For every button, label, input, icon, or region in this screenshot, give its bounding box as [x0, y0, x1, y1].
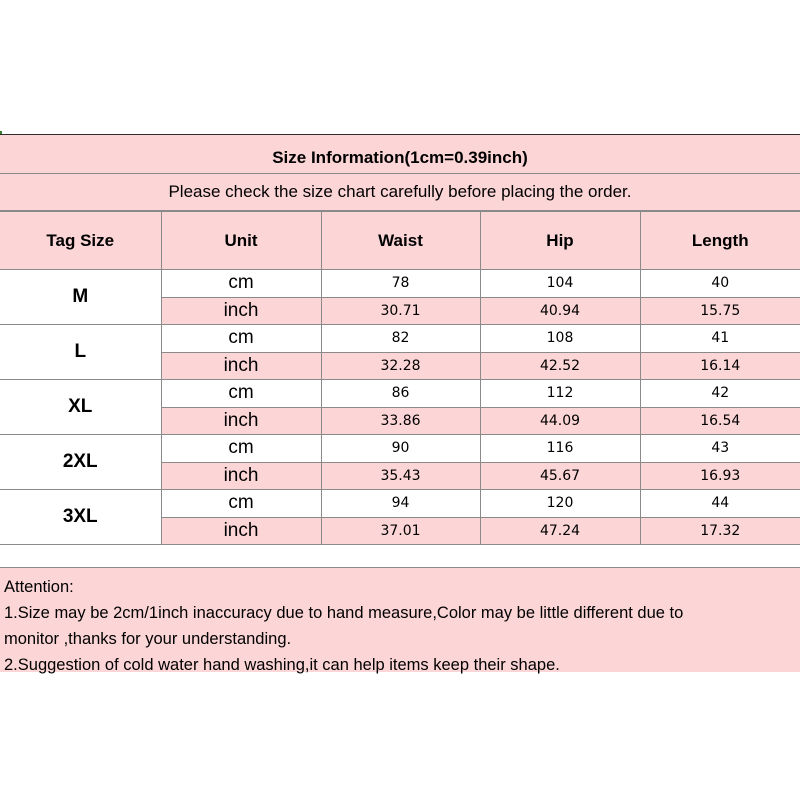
- waist-cell: 90: [321, 435, 480, 463]
- hip-cell: 104: [480, 270, 640, 298]
- table-row: [0, 325, 800, 353]
- unit-cell: cm: [161, 380, 321, 408]
- attention-notes: [0, 567, 800, 672]
- unit-cell: cm: [161, 325, 321, 353]
- unit-cell: inch: [161, 352, 321, 380]
- size-chart: [0, 134, 800, 672]
- waist-cell: 86: [321, 380, 480, 408]
- hip-cell: 116: [480, 435, 640, 463]
- hip-cell: 44.09: [480, 407, 640, 435]
- table-row: [0, 435, 800, 463]
- waist-cell: 33.86: [321, 407, 480, 435]
- length-cell: 40: [640, 270, 800, 298]
- tag-size-cell: XL: [0, 380, 161, 435]
- length-cell: 41: [640, 325, 800, 353]
- tag-size-cell: L: [0, 325, 161, 380]
- notes-heading: Attention:: [4, 578, 74, 596]
- length-cell: 42: [640, 380, 800, 408]
- hip-cell: 45.67: [480, 462, 640, 490]
- note-1-line-1: 1.Size may be 2cm/1inch inaccuracy due to hand measure,Color may be little different due to: [4, 604, 684, 622]
- length-cell: 17.32: [640, 517, 800, 545]
- tag-size-cell: 3XL: [0, 490, 161, 545]
- hip-cell: 47.24: [480, 517, 640, 545]
- header-waist: Waist: [321, 212, 480, 270]
- hip-cell: 120: [480, 490, 640, 518]
- unit-cell: inch: [161, 407, 321, 435]
- length-cell: 43: [640, 435, 800, 463]
- length-cell: 44: [640, 490, 800, 518]
- waist-cell: 35.43: [321, 462, 480, 490]
- hip-cell: 108: [480, 325, 640, 353]
- unit-cell: inch: [161, 517, 321, 545]
- table-row: [0, 270, 800, 298]
- header-row: [0, 212, 800, 270]
- unit-cell: inch: [161, 462, 321, 490]
- hip-cell: 112: [480, 380, 640, 408]
- waist-cell: 78: [321, 270, 480, 298]
- chart-title: Size Information(1cm=0.39inch): [0, 135, 800, 174]
- chart-subtitle: Please check the size chart carefully before placing the order.: [0, 174, 800, 211]
- length-cell: 16.54: [640, 407, 800, 435]
- note-2: 2.Suggestion of cold water hand washing,it can help items keep their shape.: [4, 656, 560, 674]
- waist-cell: 37.01: [321, 517, 480, 545]
- waist-cell: 30.71: [321, 297, 480, 325]
- tag-size-cell: M: [0, 270, 161, 325]
- tag-size-cell: 2XL: [0, 435, 161, 490]
- header-unit: Unit: [161, 212, 321, 270]
- table-row: [0, 490, 800, 518]
- table-row: [0, 380, 800, 408]
- waist-cell: 94: [321, 490, 480, 518]
- header-hip: Hip: [480, 212, 640, 270]
- unit-cell: cm: [161, 270, 321, 298]
- length-cell: 16.93: [640, 462, 800, 490]
- unit-cell: inch: [161, 297, 321, 325]
- hip-cell: 40.94: [480, 297, 640, 325]
- unit-cell: cm: [161, 490, 321, 518]
- header-length: Length: [640, 212, 800, 270]
- unit-cell: cm: [161, 435, 321, 463]
- header-tag-size: Tag Size: [0, 212, 161, 270]
- size-table: [0, 211, 800, 545]
- length-cell: 16.14: [640, 352, 800, 380]
- note-1-line-2: monitor ,thanks for your understanding.: [4, 630, 292, 648]
- hip-cell: 42.52: [480, 352, 640, 380]
- waist-cell: 82: [321, 325, 480, 353]
- waist-cell: 32.28: [321, 352, 480, 380]
- length-cell: 15.75: [640, 297, 800, 325]
